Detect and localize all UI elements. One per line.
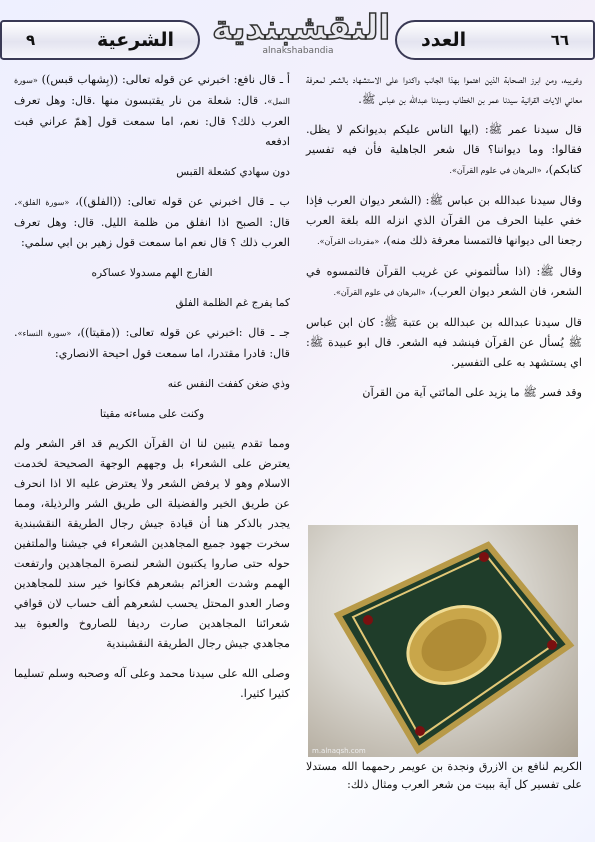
- paragraph-text: قال سيدنا عمر ﷺ: (ايها الناس عليكم بديوانكم لا يظل. فقالوا: وما ديواننا؟ قال شعر الجاهلية فأن فيه تفسير كتابكم)،: [306, 123, 582, 176]
- paragraph-text: وقال سيدنا عبدالله بن عباس ﷺ: (الشعر ديوان العرب فإذا خفي علينا الحرف من القرآن الذي انزله الله بلغة العرب رجعنا الى ديوانها فالتمسنا معرفة ذلك منه)،: [306, 194, 582, 247]
- issue-tab: [395, 20, 595, 60]
- issue-number: ٦٦: [550, 31, 569, 49]
- logo-text: النقشبندية: [212, 8, 391, 48]
- section-label: الشرعية: [96, 29, 174, 51]
- paragraph: [14, 192, 290, 253]
- paragraph: [14, 70, 290, 152]
- paragraph-text: أ ـ قال نافع: اخبرني عن قوله تعالى: ((بِشهاب قبس)): [41, 73, 290, 86]
- reference: «سورة الفلق»: [17, 198, 70, 207]
- paragraph: [306, 120, 582, 181]
- right-column: [306, 70, 582, 413]
- reference: «مفردات القرآن».: [317, 237, 380, 246]
- left-column: [14, 70, 290, 714]
- continued-paragraph: الكريم لنافع بن الازرق ونجدة بن عويمر رحمهما الله مستدلا على تفسير كل آية ببيت من شعر العرب ومثال ذلك:: [306, 760, 582, 791]
- page-number: ٩: [26, 31, 36, 49]
- logo-subtitle: alnakshabandia: [262, 46, 334, 56]
- quran-book-photo: [308, 525, 578, 757]
- paragraph: ومما تقدم يتبين لنا ان القرآن الكريم قد اقر الشعر ولم يعترض على الشعراء بل وجههم الوجهة الصحيحة لخدمت الاسلام وهو لا يرفض الشعر ولا يعترض عليه الا اذا انحرف عن طريق الخير والفضيلة الى طريق الشر والرذيلة، ومما يجدر بالذكر هنا أن قيادة جيش رجال الطريقة النقشبندية سخرت جهود جميع المجاهدين الشعراء في جيشنا والملتفين حوله حتى صاروا يكتبون الشعر لنصرة المجاهدين وارتفعت الهمم وشدت العزائم بشعرهم فكانوا خير سند للمجاهدين وصار العدو المحتل يحسب لشعرهم ألف حساب لان قوافي شعرائنا المجاهدين صارت رديفا للصاروخ والعبوة بيد مجاهدي جيش رجال الطريقة النقشبندية: [14, 437, 290, 650]
- paragraph: وغريبه، ومن ابرز الصحابة الذين اهتموا بهذا الجانب واكدوا على الاستشهاد بالشعر لمعرفة معاني الايات القرانية سيدنا عمر بن الخطاب وسيدنا عبدالله بن عباس ﷺ.: [306, 73, 582, 106]
- paragraph: [14, 323, 290, 364]
- paragraph: [306, 262, 582, 303]
- magazine-logo: [212, 2, 391, 70]
- verse-line: الفارج الهم مسدولا عساكره: [91, 267, 213, 279]
- page-header: [0, 0, 595, 72]
- paragraph-text: وقال ﷺ: (اذا سألتموني عن غريب القرآن فالتمسوه في الشعر، فان الشعر ديوان العرب)،: [306, 265, 582, 298]
- verse-line: كما يفرج غم الظلمة الفلق: [175, 297, 290, 309]
- paragraph: وقد فسر ﷺ ما يزيد على المائتي آية من القرآن: [362, 386, 582, 399]
- reference: «البرهان في علوم القرآن».: [333, 288, 426, 297]
- paragraph-text: . قال: قادرا مقتدرا، اما سمعت قول احيحة الانصاري:: [14, 326, 290, 360]
- reference: «سورة النمل»: [14, 76, 290, 106]
- paragraph-text: جـ ـ قال :اخبرني عن قوله تعالى: ((مقيتا))،: [77, 326, 290, 339]
- reference: «البرهان في علوم القرآن».: [449, 166, 542, 175]
- quran-book-illustration: [308, 525, 578, 757]
- issue-label: العدد: [421, 29, 467, 51]
- verse-line: دون سهادي كشعلة القبس: [176, 166, 290, 178]
- paragraph-text: . قال: الصبح اذا انفلق من ظلمة الليل. قال: وهل تعرف العرب ذلك ؟ قال نعم اما سمعت قول زهير بن ابي سلمي:: [14, 195, 290, 249]
- section-tab: [0, 20, 200, 60]
- reference: «سورة النساء»: [17, 329, 72, 338]
- closing-paragraph: وصلى الله على سيدنا محمد وعلى آله وصحبه وسلم تسليما كثيرا كثيرا.: [14, 667, 290, 700]
- paragraph-text: . قال: شعلة من نار يقتبسون منها .قال: وهل تعرف العرب ذلك؟ قال: نعم، اما سمعت قول [همّ عراني فبت ادفعه: [14, 94, 290, 148]
- paragraph-text: ب ـ قال اخبرني عن قوله تعالى: ((الفلق))،: [75, 195, 291, 208]
- verse-line: وكنت على مساءته مقيتا: [99, 408, 205, 420]
- verse-line: وذي ضغن كففت النفس عنه: [167, 378, 290, 390]
- paragraph: [306, 191, 582, 252]
- paragraph: قال سيدنا عبدالله بن عبدالله بن عتبة ﷺ: كان ابن عباس ﷺ يُسأل عن القرآن فينشد فيه الشعر. قال ابو عبيدة ﷺ: اي يستشهد به على التفسير.: [306, 316, 582, 369]
- photo-credit: m.alnaqsh.com: [312, 747, 366, 755]
